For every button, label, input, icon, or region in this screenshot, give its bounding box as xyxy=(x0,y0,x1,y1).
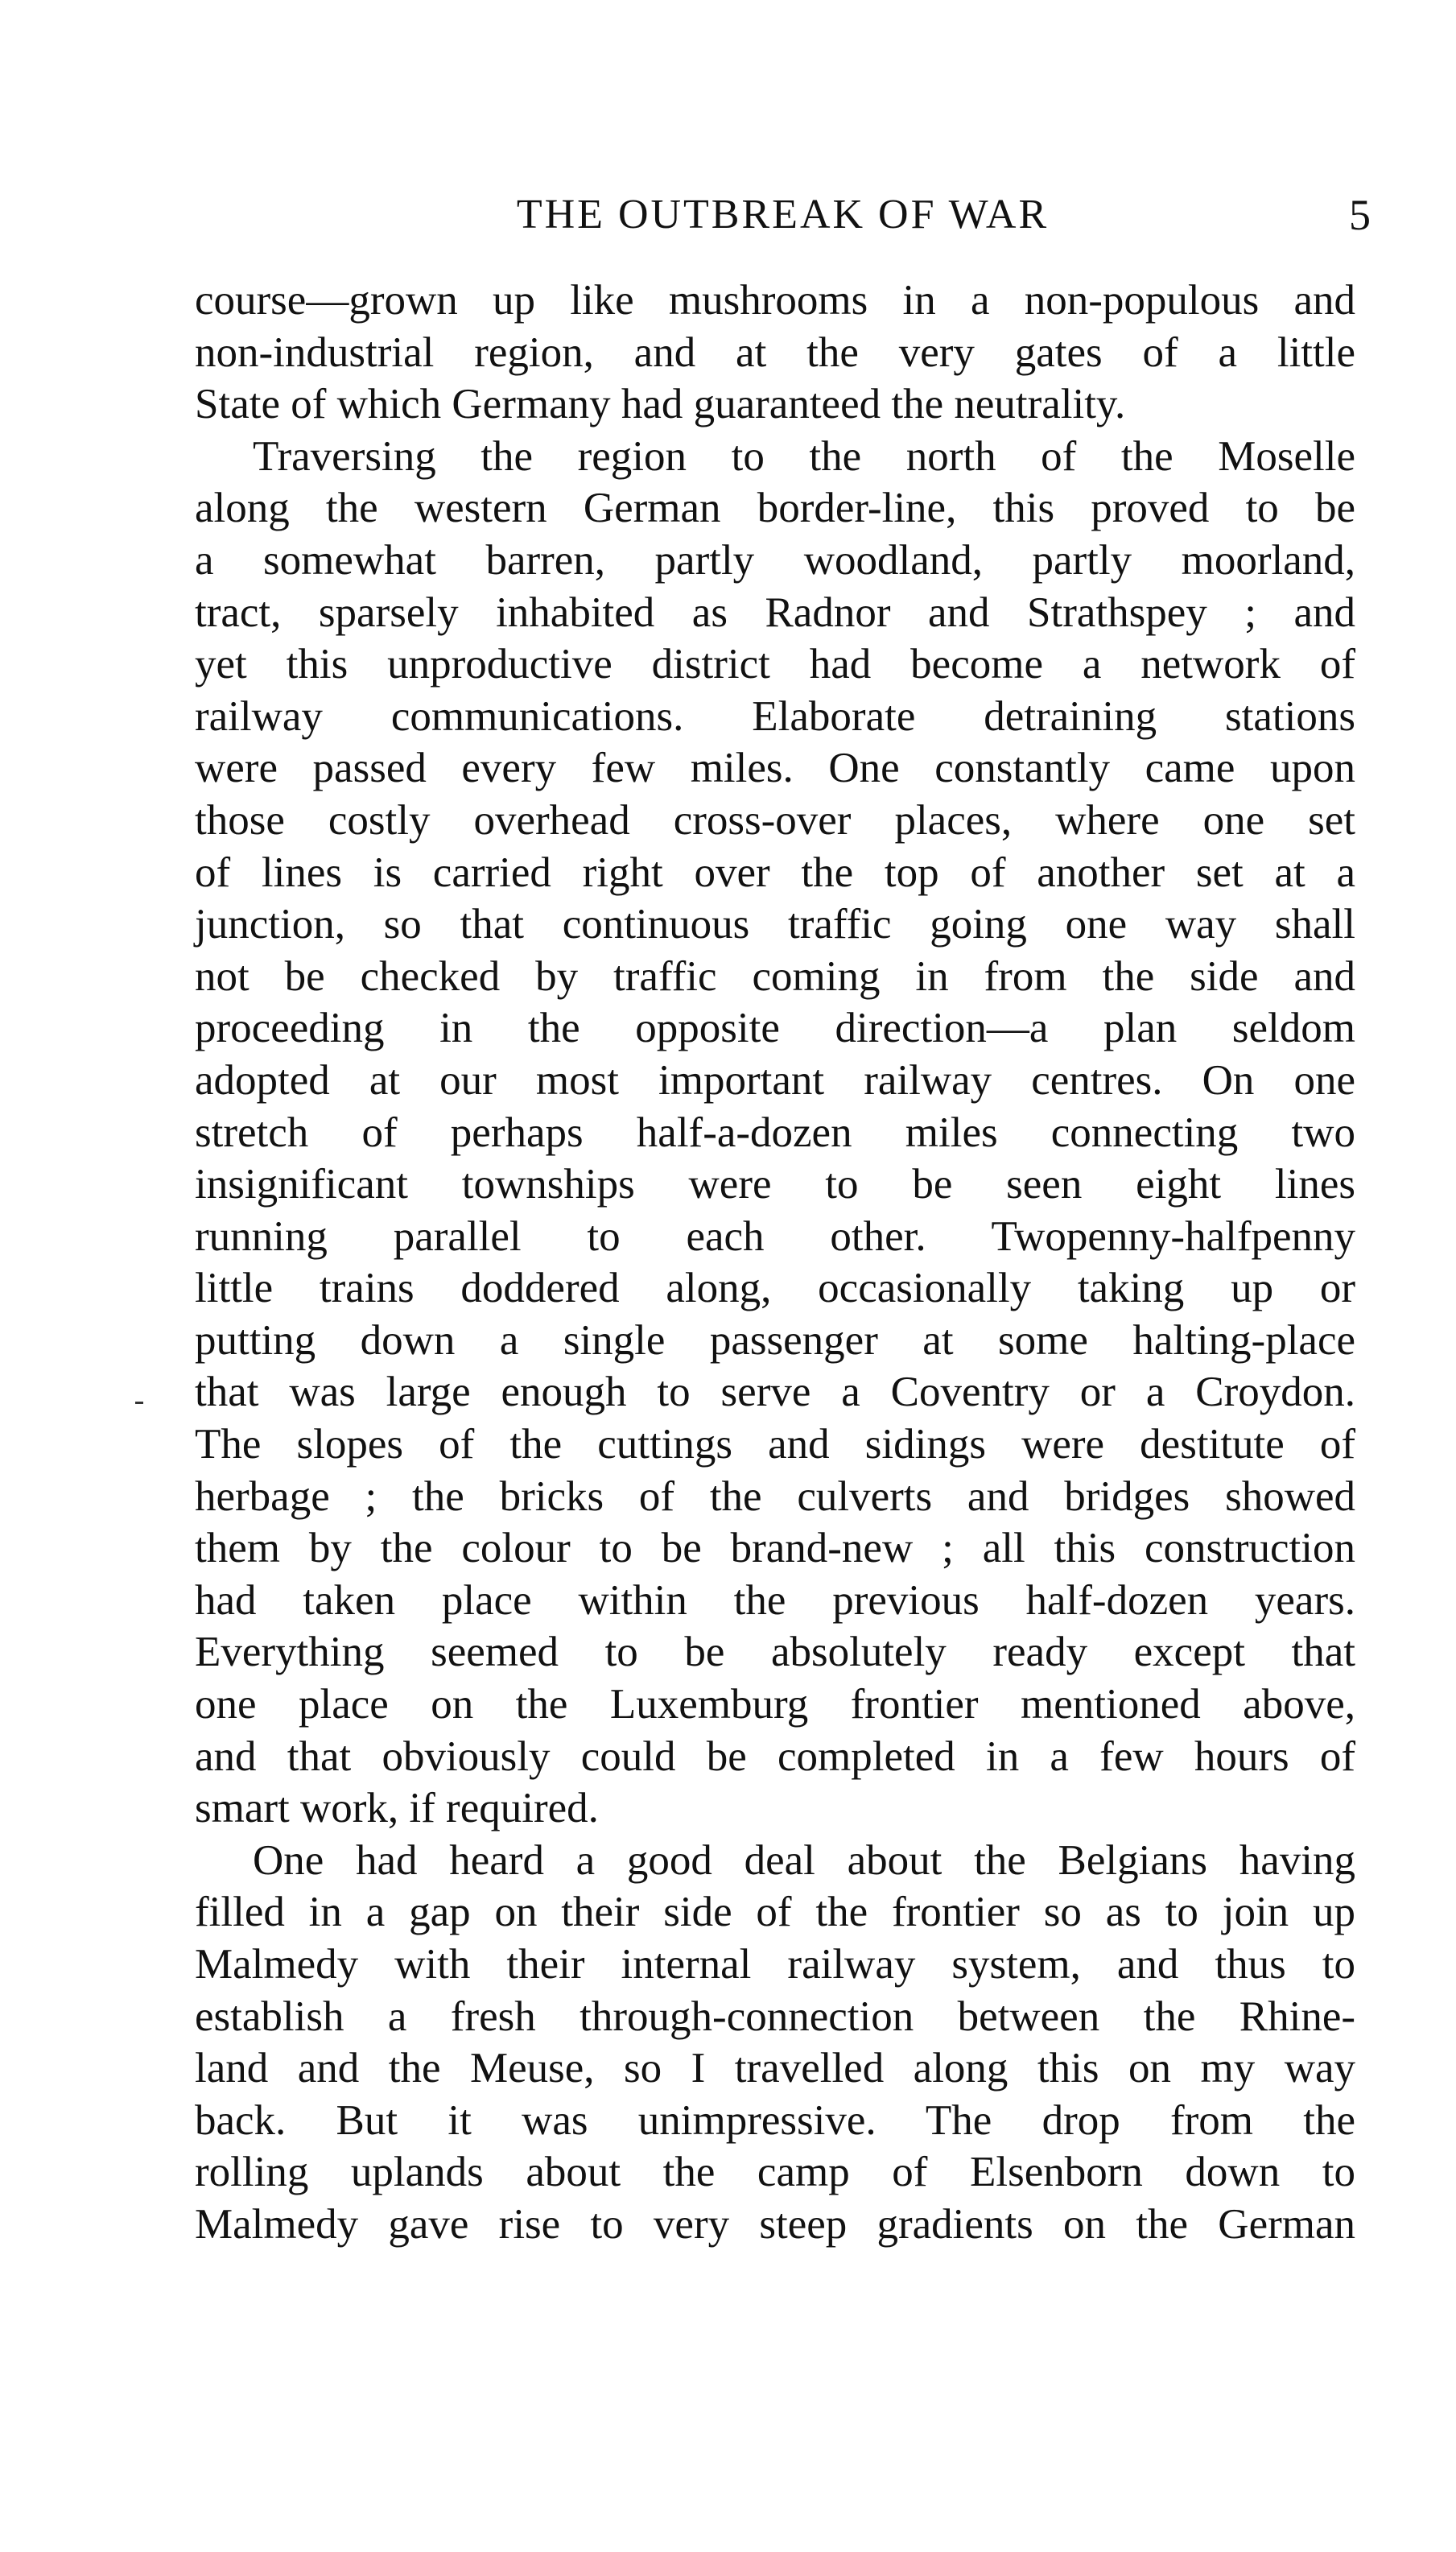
text-line: junction, so that continuous traffic going one way shall xyxy=(195,901,1355,948)
text-line: proceeding in the opposite direction—a plan seldom xyxy=(195,1005,1355,1052)
text-line: One had heard a good deal about the Belgians having xyxy=(253,1836,1355,1884)
text-line: rolling uplands about the camp of Elsenborn down to xyxy=(195,2149,1355,2196)
text-line: one place on the Luxemburg frontier mentioned above, xyxy=(195,1681,1355,1728)
text-line: railway communications. Elaborate detraining stations xyxy=(195,692,1355,740)
text-line: insignificant townships were to be seen eight lines xyxy=(195,1161,1355,1208)
text-line: a somewhat barren, partly woodland, partly moorland, xyxy=(195,536,1355,584)
text-line: smart work, if required. xyxy=(195,1785,599,1832)
text-line: putting down a single passenger at some halting-place xyxy=(195,1316,1355,1364)
text-line: back. But it was unimpressive. The drop from the xyxy=(195,2096,1355,2144)
text-line: land and the Meuse, so I travelled along this on my way xyxy=(195,2045,1355,2092)
text-line: had taken place within the previous half-dozen years. xyxy=(195,1576,1355,1624)
text-line: State of which Germany had guaranteed the neutrality. xyxy=(195,381,1126,428)
text-line: were passed every few miles. One constantly came upon xyxy=(195,745,1355,792)
text-line: that was large enough to serve a Coventry or a Croydon. xyxy=(195,1369,1355,1416)
text-line: course—grown up like mushrooms in a non-populous and xyxy=(195,277,1355,324)
margin-mark xyxy=(135,1402,143,1404)
text-line: them by the colour to be brand-new ; all this construction xyxy=(195,1525,1355,1572)
paragraph xyxy=(195,275,1355,431)
text-line: tract, sparsely inhabited as Radnor and Strathspey ; and xyxy=(195,588,1355,636)
text-line: filled in a gap on their side of the frontier so as to join up xyxy=(195,1889,1355,1936)
text-line: along the western German border-line, this proved to be xyxy=(195,485,1355,532)
text-line: yet this unproductive district had become a network of xyxy=(195,641,1355,688)
text-line: herbage ; the bricks of the culverts and bridges showed xyxy=(195,1472,1355,1520)
body-text xyxy=(195,275,1355,2251)
running-head-title: THE OUTBREAK OF WAR xyxy=(516,192,1050,237)
text-line: stretch of perhaps half-a-dozen miles connecting two xyxy=(195,1109,1355,1156)
text-line: Malmedy gave rise to very steep gradients on the German xyxy=(195,2200,1355,2248)
page-header xyxy=(195,187,1371,243)
text-line: non-industrial region, and at the very gates of a little xyxy=(195,328,1355,376)
text-line: of lines is carried right over the top of another set at a xyxy=(195,849,1355,896)
text-line: adopted at our most important railway centres. On one xyxy=(195,1056,1355,1104)
text-line: The slopes of the cuttings and sidings were destitute of xyxy=(195,1421,1355,1468)
text-line: little trains doddered along, occasionally taking up or xyxy=(195,1265,1355,1312)
text-line: those costly overhead cross-over places, where one set xyxy=(195,796,1355,844)
text-line: not be checked by traffic coming in from the side and xyxy=(195,952,1355,1000)
text-line: and that obviously could be completed in a few hours of xyxy=(195,1732,1355,1780)
text-line: running parallel to each other. Twopenny-halfpenny xyxy=(195,1212,1355,1260)
text-line: Traversing the region to the north of the Moselle xyxy=(253,432,1355,480)
text-line: establish a fresh through-connection between the Rhine- xyxy=(195,1992,1355,2040)
text-line: Malmedy with their internal railway system, and thus to xyxy=(195,1941,1355,1988)
page-number: 5 xyxy=(1349,191,1371,239)
paragraph xyxy=(195,1835,1355,2251)
text-line: Everything seemed to be absolutely ready except that xyxy=(195,1629,1355,1676)
paragraph xyxy=(195,431,1355,1835)
